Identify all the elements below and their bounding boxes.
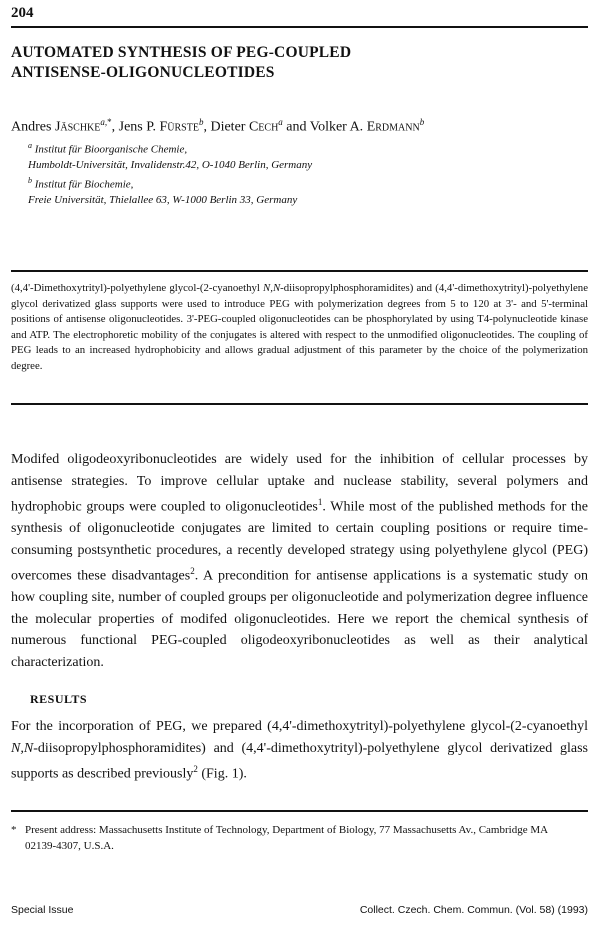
footer-right: Collect. Czech. Chem. Commun. (Vol. 58) (1993)	[359, 904, 588, 916]
title-line-2: ANTISENSE-OLIGONUCLEOTIDES	[11, 64, 275, 81]
intro-text-2: . While most of the published methods for the synthesis of oligonucleotide conjugates are limited to certain coupling positions or require time-consuming postsynthetic procedures, a recently developed strategy using polyethylene glycol (PEG) overcomes these disadvantages	[11, 499, 588, 584]
author-2-first: Jens P.	[118, 119, 160, 135]
results-text-1: For the incorporation of PEG, we prepared (4,4'-dimethoxytrityl)-polyethylene glycol-(2-cyanoethyl	[11, 719, 588, 734]
abstract	[11, 281, 588, 374]
results-text-3: (Fig. 1).	[197, 766, 247, 782]
results-paragraph	[11, 716, 588, 785]
intro-ref-1: 1	[317, 497, 323, 507]
author-sep-3: and	[282, 119, 310, 135]
author-3-surname: Cech	[248, 119, 279, 135]
author-3-affil-mark: a	[278, 117, 283, 127]
footnote-mark: *	[11, 824, 17, 836]
author-4-affil-mark: b	[419, 117, 425, 127]
results-heading: RESULTS	[30, 692, 88, 706]
footnote-text: Present address: Massachusetts Institute of Technology, Department of Biology, 77 Massachusetts Av., Cambridge MA 02139-4307, U.S.A.	[25, 824, 548, 852]
header-rule	[11, 26, 588, 28]
author-list	[11, 117, 581, 136]
abstract-bottom-rule	[11, 403, 588, 405]
author-4-surname: Erdmann	[366, 119, 420, 135]
title-line-1: AUTOMATED SYNTHESIS OF PEG-COUPLED	[11, 44, 352, 61]
author-2-affil-mark: b	[198, 117, 204, 127]
intro-text-3: . A precondition for antisense applications is a systematic study on how coupling site, number of coupled groups per oligonucleotide and polymerization degree influence the molecular properties of modifed oligonucleotides. Here we report the chemical synthesis of numerous functional PEG-coupled oligodeoxyribonucleotides as well as their analytical characterization.	[11, 568, 588, 670]
abstract-text-1: (4,4'-Dimethoxytrityl)-polyethylene glycol-(2-cyanoethyl	[11, 282, 264, 294]
affiliation-a-line-2: Humboldt-Universität, Invalidenstr.42, O-1040 Berlin, Germany	[28, 159, 313, 171]
affiliation-a-mark: a	[28, 141, 32, 150]
results-text-2: -diisopropylphosphoramidites) and (4,4'-dimethoxytrityl)-polyethylene glycol derivatized glass supports as described previously	[11, 740, 588, 782]
author-1-first: Andres	[11, 119, 55, 135]
author-sep-1: ,	[111, 119, 119, 135]
results-italic-nn: N,N	[11, 740, 34, 756]
footnote-rule	[11, 810, 588, 812]
author-2-surname: Fürste	[159, 119, 199, 135]
page-number: 204	[11, 5, 34, 21]
affiliation-b-mark: b	[28, 176, 32, 185]
affiliation-b-line-1	[28, 176, 568, 191]
abstract-italic-nn: N,N	[263, 282, 281, 294]
author-1-star: *	[107, 117, 112, 127]
intro-paragraph	[11, 449, 588, 673]
author-sep-2: ,	[203, 119, 211, 135]
affiliation-a-line-1	[28, 141, 568, 156]
author-1-affil-mark: a,	[100, 117, 108, 127]
article-title	[11, 43, 571, 83]
intro-text-1: Modifed oligodeoxyribonucleotides are widely used for the inhibition of cellular processes by antisense strategies. To improve cellular uptake and nuclease stability, several polymers and hydrophobic groups were coupled to oligonucleotides	[11, 452, 588, 515]
affiliation-b-institute: Institut für Biochemie,	[32, 178, 134, 191]
results-ref: 2	[193, 764, 198, 774]
abstract-text-2: -diisopropylphosphoramidites) and (4,4'-dimethoxytrityl)-polyethylene glycol derivatized glass supports were used to introduce PEG with polymerization degrees from 5 to 120 at 3'- and 5'-terminal positions of antisense oligonucleotides. 3'-PEG-coupled oligonucleotides can be phosphorylated by using T4-polynucleotide kinase and ATP. The electrophoretic mobility of the conjugates is altered with respect to the unmodified oligonucleotides. The coupling of PEG leads to an increased hydrophobicity and allows gradual adjustment of this parameter by the choice of the polymerization degree.	[11, 282, 588, 372]
affiliation-b-line-2: Freie Universität, Thielallee 63, W-1000 Berlin 33, Germany	[28, 194, 298, 206]
abstract-top-rule	[11, 270, 588, 272]
affiliation-a-institute: Institut für Bioorganische Chemie,	[32, 143, 188, 156]
intro-ref-2: 2	[190, 566, 195, 577]
author-3-first: Dieter	[210, 119, 249, 135]
author-1-surname: Jäschke	[54, 119, 101, 135]
footnote	[11, 822, 588, 854]
author-4-first: Volker A.	[309, 119, 367, 135]
footer-left: Special Issue	[11, 904, 74, 916]
